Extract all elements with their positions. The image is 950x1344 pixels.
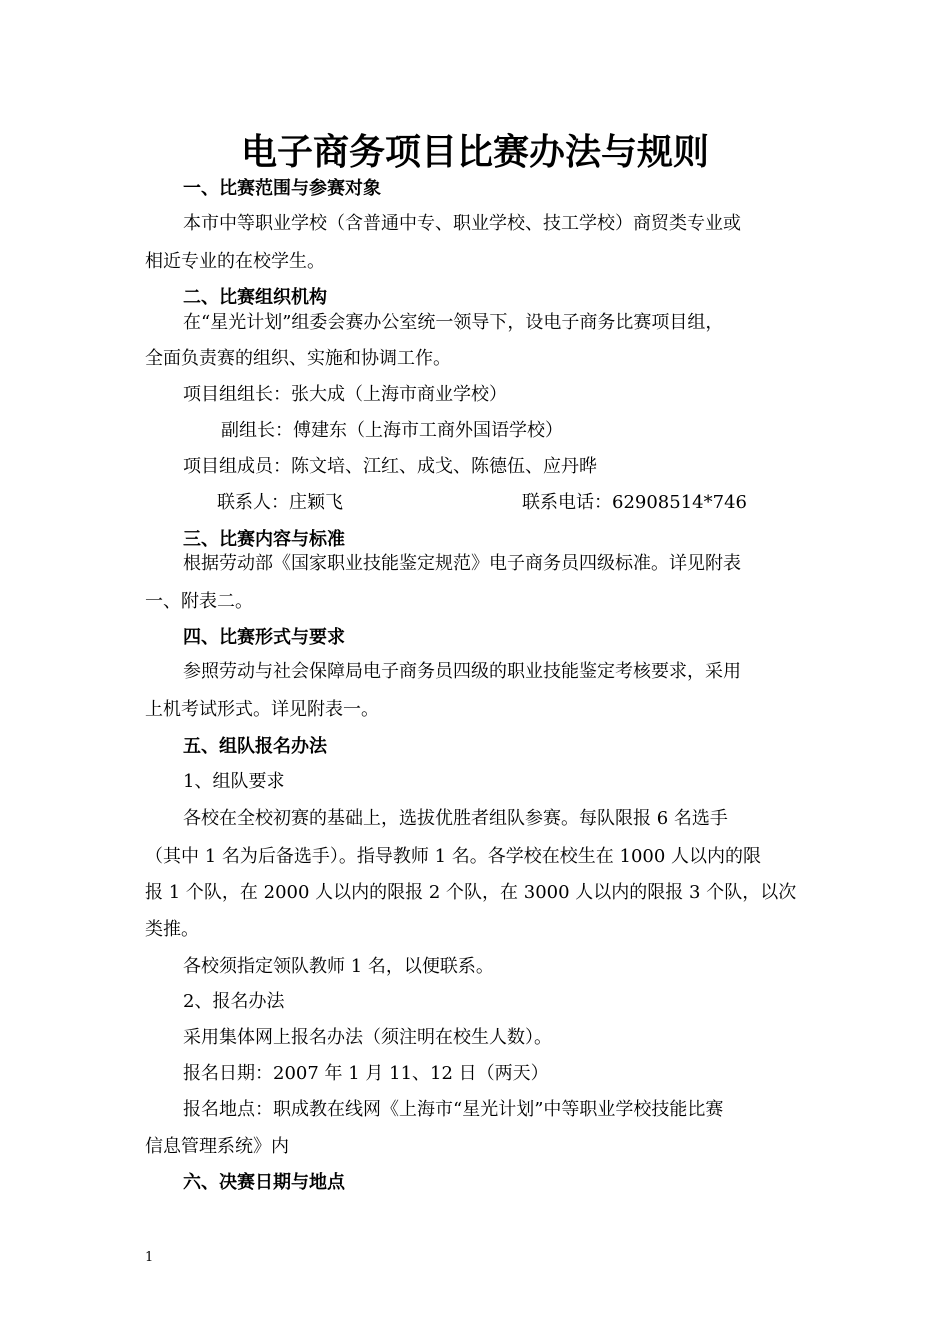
paragraph-line: 报名地点：职成教在线网《上海市“星光计划”中等职业学校技能比赛	[183, 1099, 724, 1120]
document-title: 电子商务项目比赛办法与规则	[240, 132, 709, 173]
contact-person: 联系人：庄颖飞	[217, 492, 343, 513]
paragraph-line: 各校须指定领队教师 1 名，以便联系。	[183, 956, 494, 977]
section-heading-3: 三、比赛内容与标准	[183, 529, 345, 550]
paragraph-line: 报 1 个队，在 2000 人以内的限报 2 个队，在 3000 人以内的限报 3 个队，以次	[145, 882, 797, 903]
paragraph-line: 一、附表二。	[145, 591, 253, 612]
paragraph-line: 根据劳动部《国家职业技能鉴定规范》电子商务员四级标准。详见附表	[183, 553, 741, 574]
paragraph-line: 本市中等职业学校（含普通中专、职业学校、技工学校）商贸类专业或	[183, 213, 741, 234]
deputy-leader: 副组长：傅建东（上海市工商外国语学校）	[221, 420, 563, 441]
paragraph-line: 采用集体网上报名办法（须注明在校生人数）。	[183, 1027, 552, 1048]
section-heading-5: 五、组队报名办法	[183, 736, 327, 757]
paragraph-line: 全面负责赛的组织、实施和协调工作。	[145, 348, 451, 369]
page-number: 1	[145, 1250, 154, 1265]
paragraph-line: 在“星光计划”组委会赛办公室统一领导下，设电子商务比赛项目组，	[183, 312, 724, 333]
section-heading-1: 一、比赛范围与参赛对象	[183, 178, 381, 199]
paragraph-line: 信息管理系统》内	[145, 1136, 289, 1157]
subheading: 1、组队要求	[183, 771, 285, 792]
subheading: 2、报名办法	[183, 991, 285, 1012]
paragraph-line: 各校在全校初赛的基础上，选拔优胜者组队参赛。每队限报 6 名选手	[183, 808, 728, 829]
project-leader: 项目组组长：张大成（上海市商业学校）	[183, 384, 507, 405]
contact-phone: 联系电话：62908514*746	[522, 492, 747, 513]
paragraph-line: 类推。	[145, 919, 199, 940]
section-heading-2: 二、比赛组织机构	[183, 287, 327, 308]
section-heading-4: 四、比赛形式与要求	[183, 627, 345, 648]
project-members: 项目组成员：陈文培、江红、成戈、陈德伍、应丹晔	[183, 456, 597, 477]
registration-date: 报名日期：2007 年 1 月 11、12 日（两天）	[183, 1063, 549, 1084]
paragraph-line: 相近专业的在校学生。	[145, 251, 325, 272]
paragraph-line: 参照劳动与社会保障局电子商务员四级的职业技能鉴定考核要求，采用	[183, 661, 741, 682]
paragraph-line: 上机考试形式。详见附表一。	[145, 699, 379, 720]
section-heading-6: 六、决赛日期与地点	[183, 1172, 345, 1193]
paragraph-line: （其中 1 名为后备选手）。指导教师 1 名。各学校在校生在 1000 人以内的限	[145, 846, 762, 867]
